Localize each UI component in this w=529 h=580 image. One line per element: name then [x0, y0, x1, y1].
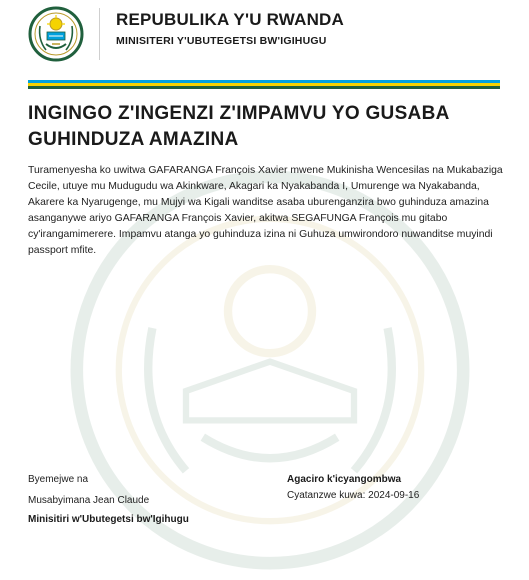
- header-divider: [99, 8, 100, 60]
- validity-label: Agaciro k'icyangombwa: [287, 474, 402, 485]
- document-title: INGINGO Z'INGENZI Z'IMPAMVU YO GUSABA GUHINDUZA AMAZINA: [28, 103, 449, 150]
- approved-by-label: Byemejwe na: [28, 474, 89, 485]
- approver-name: Musabyimana Jean Claude: [28, 495, 150, 506]
- document-body: Turamenyesha ko uwitwa GAFARANGA François Xavier mwene Mukinisha Wencesilas na Mukabaziga Cecile, utuye mu Mudugudu wa Akinkware, Akagari ka Nyakabanda I, Umurenge wa Nyakabanda, Akarere ka Nyarugenge, mu Mujyi wa Kigali wanditse asaba uburenganzira bwo guhinduza amazina asanganywe ariyo GAFARANGA François Xavier, akitwa SEGAFUNGA François mu gitabo cy'irangamimerere. Impamvu atanga yo guhinduza izina ni Guhuza umwirondoro nuwanditse muyindi passport mfite.: [28, 165, 503, 256]
- flag-stripe-green: [28, 86, 500, 89]
- issued-date: Cyatanzwe kuwa: 2024-09-16: [287, 490, 420, 501]
- ministry-title: MINISITERI Y'UBUTEGETSI BW'IGIHUGU: [116, 35, 327, 47]
- coat-of-arms-icon: [28, 6, 84, 62]
- approver-title: Minisitiri w'Ubutegetsi bw'Igihugu: [28, 514, 189, 525]
- government-title: REPUBULIKA Y'U RWANDA: [116, 10, 344, 29]
